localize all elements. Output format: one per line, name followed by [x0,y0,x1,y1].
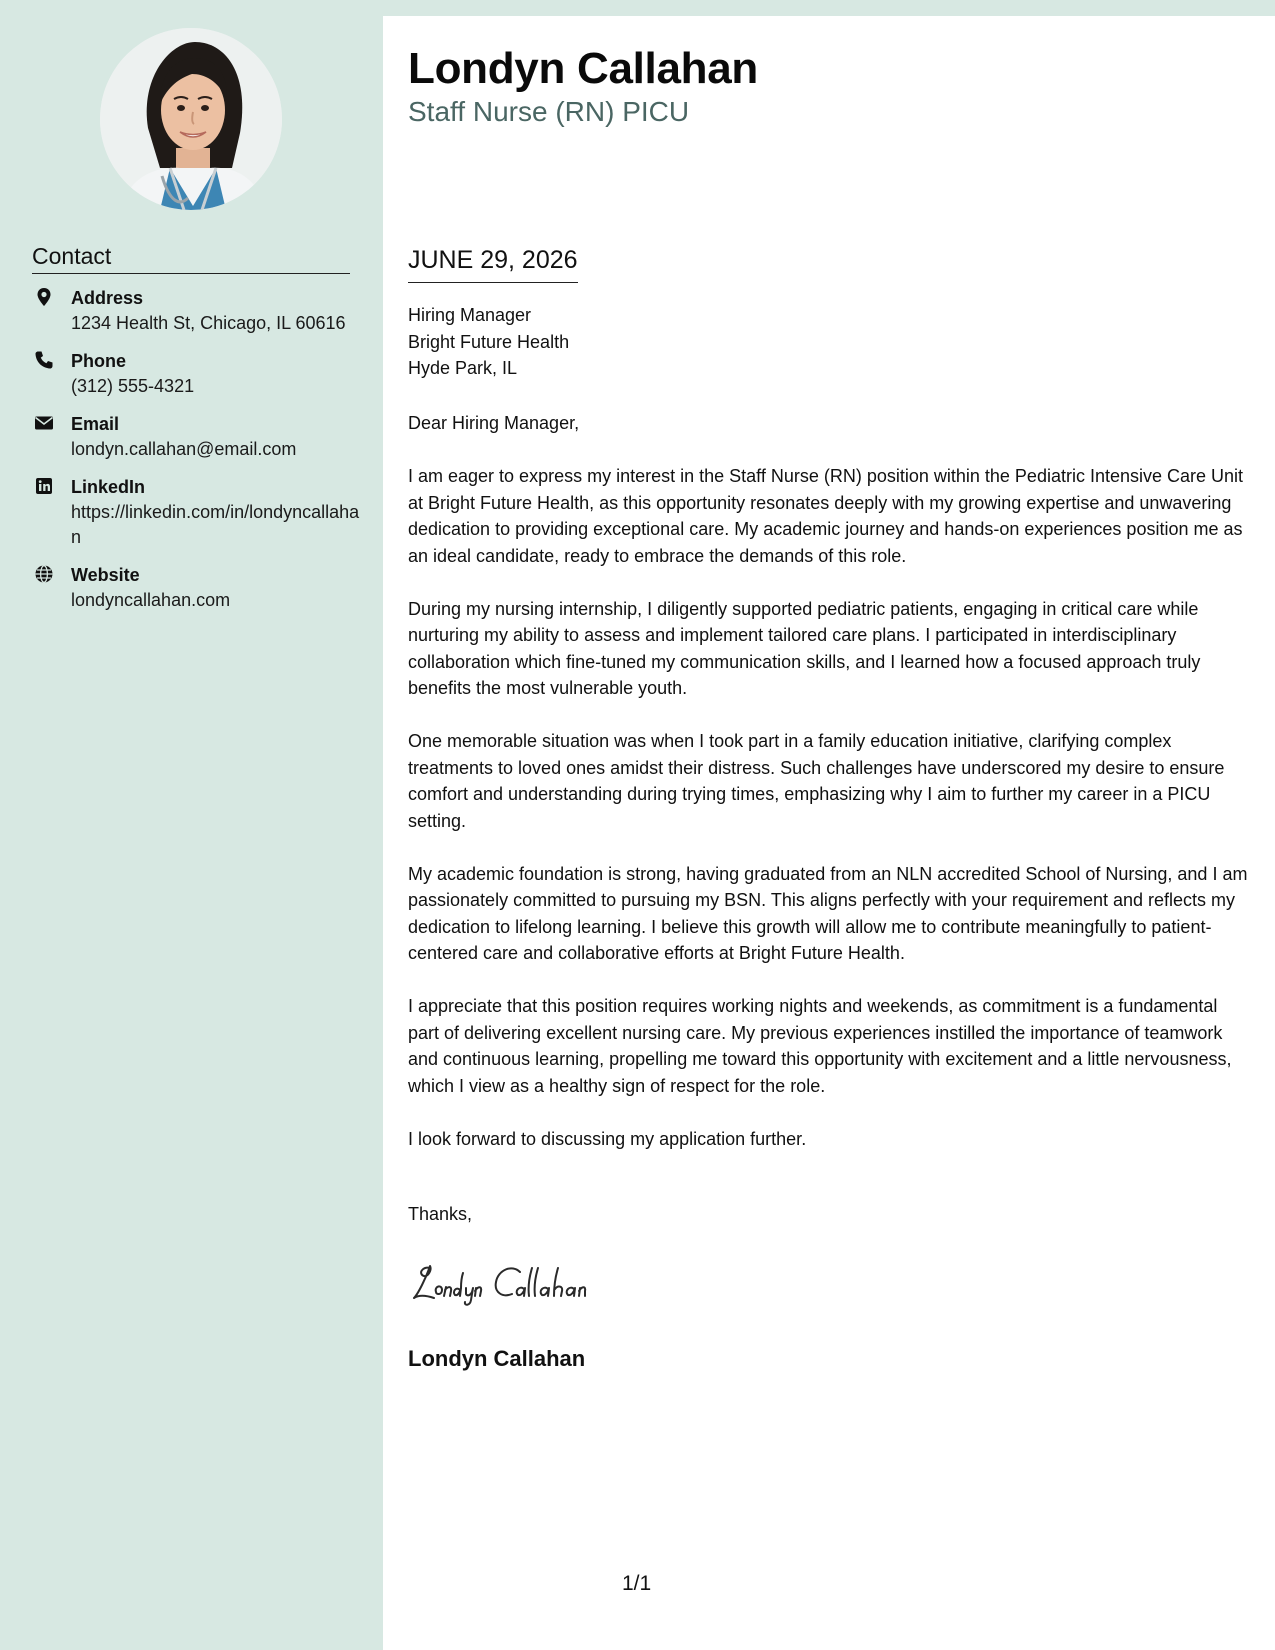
recipient-block [408,302,569,382]
letter-paragraph: I look forward to discussing my application further. [408,1128,807,1149]
top-band [383,0,1275,16]
closing: Thanks, [408,1204,473,1224]
letter-paragraph: My academic foundation is strong, having graduated from an NLN accredited School of Nursing, and I am passionately committed to pursuing my BSN. This aligns perfectly with your requirement and reflects my dedication to lifelong learning. I believe this growth will allow me to contribute meaningfully to patient-centered care and collaborative efforts at Bright Future Health. [408,863,1248,963]
contact-item-email [32,412,362,462]
job-title: Staff Nurse (RN) PICU [408,96,690,127]
page-number: 1/1 [622,1572,652,1595]
recipient-line: Hiring Manager [408,305,532,325]
contact-label: Address [71,288,144,308]
contact-item-website [32,563,362,613]
contact-label: LinkedIn [71,477,146,497]
phone-icon [34,350,54,370]
recipient-line: Hyde Park, IL [408,358,518,378]
linkedin-icon [34,476,54,496]
contact-list [32,286,362,626]
letter-paragraph: During my nursing internship, I diligently supported pediatric patients, engaging in critical care while nurturing my ability to assess and implement tailored care plans. I participated in interdisciplinary collaboration which fine-tuned my communication skills, and I learned how a focused approach truly benefits the most vulnerable youth. [408,598,1201,698]
salutation: Dear Hiring Manager, [408,413,580,433]
linkedin-value[interactable]: https://linkedin.com/in/londyncallahan [71,502,360,547]
contact-label: Email [71,414,120,434]
phone-value: (312) 555-4321 [71,376,195,396]
website-value[interactable]: londyncallahan.com [71,590,231,610]
contact-item-linkedin [32,475,362,550]
map-pin-icon [34,287,54,307]
letter-body [408,410,1253,1179]
contact-item-phone [32,349,362,399]
letter-paragraph: I appreciate that this position requires working nights and weekends, as commitment is a fundamental part of delivering excellent nursing care. My previous experiences instilled the importance of teamwork and continuous learning, propelling me toward this opportunity with excitement and a little nervousness, which I view as a healthy sign of respect for the role. [408,996,1232,1096]
globe-icon [34,564,54,584]
email-value[interactable]: londyn.callahan@email.com [71,439,297,459]
envelope-icon [34,413,54,433]
address-value: 1234 Health St, Chicago, IL 60616 [71,313,346,333]
applicant-name: Londyn Callahan [408,44,758,93]
letter-paragraph: One memorable situation was when I took part in a family education initiative, clarifying complex treatments to loved ones amidst their distress. Such challenges have underscored my desire to ensure comfort and understanding during trying times, emphasizing why I aim to further my career in a PICU setting. [408,731,1225,831]
handwritten-signature [408,1258,678,1310]
letter-date: JUNE 29, 2026 [408,244,578,283]
contact-heading: Contact [32,242,350,274]
letter-paragraph: I am eager to express my interest in the Staff Nurse (RN) position within the Pediatric Intensive Care Unit at Bright Future Health, as this opportunity resonates deeply with my growing expertise and unwavering dedication to providing exceptional care. My academic journey and hands-on experiences position me as an ideal candidate, ready to embrace the demands of this role. [408,466,1244,566]
recipient-line: Bright Future Health [408,331,570,352]
contact-label: Phone [71,351,127,371]
signed-name: Londyn Callahan [408,1346,586,1371]
contact-item-address [32,286,362,336]
profile-photo [100,28,282,210]
contact-label: Website [71,565,140,585]
